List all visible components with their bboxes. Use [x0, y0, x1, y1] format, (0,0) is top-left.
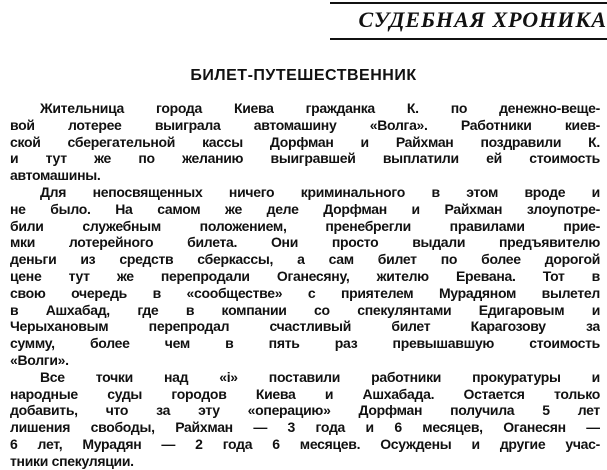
text-line: «Волги». [10, 351, 69, 368]
text-line: Черыхановым перепродал счастливый билет Карагозову за [10, 318, 600, 335]
text-line: в Ашхабад, где в компании со спекулянтами Едигаровым и [10, 301, 600, 318]
text-line: били служебным положением, пренебрегли правилами прие- [10, 217, 600, 234]
text-line: вой лотерее выиграла автомашину «Волга». Работники киев- [10, 116, 600, 133]
text-line: и тут же по желанию выигравшей выплатили ей стоимость [10, 150, 600, 167]
article-paragraph [10, 369, 600, 470]
text-line: 6 лет, Мурадян — 2 года 6 месяцев. Осуждены и другие учас- [10, 435, 600, 452]
section-rubric [330, 0, 607, 42]
text-line: народные суды городов Киева и Ашхабада. Остается только [10, 385, 600, 402]
text-line: лишения свободы, Райхман — 3 года и 6 месяцев, Оганесян — [10, 419, 600, 436]
article-headline: БИЛЕТ-ПУТЕШЕСТВЕННИК [190, 67, 417, 84]
text-line: автомашины. [10, 167, 101, 184]
rubric-top-rule [330, 2, 607, 4]
rubric-bottom-rule [330, 38, 607, 40]
text-line: Жительница города Киева гражданка К. по денежно-веще- [40, 100, 600, 116]
text-line: деньги из средств сберкассы, а сам билет по более дорогой [10, 251, 600, 268]
article-paragraph [10, 100, 600, 184]
text-line: цене тут же перепродали Оганесяну, жителю Еревана. Тот в [10, 267, 600, 284]
text-line: не было. На самом же деле Дорфман и Райхман злоупотре- [10, 200, 600, 217]
text-line: тники спекуляции. [10, 452, 134, 469]
text-line: Для непосвященных ничего криминального в этом вроде и [40, 183, 600, 200]
text-line: Все точки над «і» поставили работники прокуратуры и [40, 368, 600, 385]
text-line: ской сберегательной кассы Дорфман и Райхман поздравили К. [10, 133, 600, 150]
text-line: добавить, что за эту «операцию» Дорфман получила 5 лет [10, 402, 600, 419]
text-line: сумму, более чем в пять раз превышавшую стоимость [10, 335, 600, 352]
section-title: СУДЕБНАЯ ХРОНИКА [358, 7, 607, 32]
text-line: свою очередь в «сообществе» с приятелем Мурадяном вылетел [10, 284, 600, 301]
article-paragraph [10, 184, 600, 369]
text-line: мки лотерейного билета. Они просто выдали предъявителю [10, 234, 600, 251]
article-body [10, 100, 600, 470]
